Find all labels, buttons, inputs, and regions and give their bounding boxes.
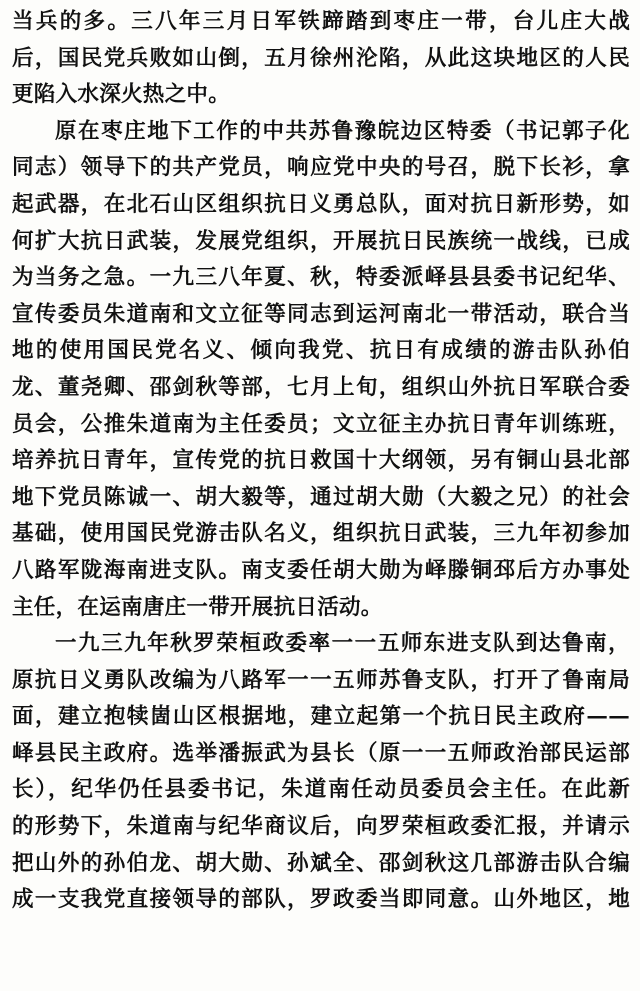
text-line: 的形势下，朱道南与纪华商议后，向罗荣桓政委汇报，并请示 [12, 814, 630, 840]
text-line: 同志）领导下的共产党员，响应党中央的号召，脱下长衫，拿 [12, 155, 630, 181]
text-line: 基础，使用国民党游击队名义，组织抗日武装，三九年初参加 [12, 521, 630, 547]
text-line: 为当务之急。一九三八年夏、秋，特委派峄县县委书记纪华、 [12, 265, 630, 291]
text-line: 何扩大抗日武装，发展党组织，开展抗日民族统一战线，已成 [12, 228, 630, 254]
text-line: 员会，公推朱道南为主任委员；文立征主办抗日青年训练班， [12, 411, 630, 437]
text-line: 地的使用国民党名义、倾向我党、抗日有成绩的游击队孙伯 [12, 338, 630, 364]
text-line: 面，建立抱犊崮山区根据地，建立起第一个抗日民主政府—— [12, 704, 630, 730]
text-line: 峄县民主政府。选举潘振武为县长（原一一五师政治部民运部 [12, 740, 630, 766]
text-line: 一九三九年秋罗荣桓政委率一一五师东进支队到达鲁南， [55, 631, 630, 657]
text-line: 龙、董尧卿、邵剑秋等部，七月上旬，组织山外抗日军联合委 [12, 374, 630, 400]
text-line: 更陷入水深火热之中。 [12, 82, 231, 108]
paragraph-1 [12, 4, 630, 114]
text-line: 后，国民党兵败如山倒，五月徐州沦陷，从此这块地区的人民 [12, 45, 630, 71]
text-line: 培养抗日青年，宣传党的抗日救国十大纲领，另有铜山县北部 [12, 448, 630, 474]
text-line: 八路军陇海南进支队。南支委任胡大勋为峄滕铜邳后方办事处 [12, 557, 630, 583]
text-line: 主任，在运南唐庄一带开展抗日活动。 [12, 594, 383, 620]
text-line: 把山外的孙伯龙、胡大勋、孙斌全、邵剑秋这几部游击队合编 [12, 850, 630, 876]
text-line: 长），纪华仍任县委书记，朱道南任动员委员会主任。在此新 [12, 777, 630, 803]
text-line: 当兵的多。三八年三月日军铁蹄踏到枣庄一带，台儿庄大战 [12, 9, 630, 34]
text-line: 成一支我党直接领导的部队，罗政委当即同意。山外地区，地 [12, 887, 630, 913]
paragraph-3 [12, 626, 630, 919]
text-line: 原在枣庄地下工作的中共苏鲁豫皖边区特委（书记郭子化 [55, 118, 630, 144]
text-line: 原抗日义勇队改编为八路军一一五师苏鲁支队，打开了鲁南局 [12, 667, 630, 693]
text-line: 起武器，在北石山区组织抗日义勇总队，面对抗日新形势，如 [12, 191, 630, 217]
text-line: 地下党员陈诚一、胡大毅等，通过胡大勋（大毅之兄）的社会 [12, 484, 630, 510]
text-line: 宣传委员朱道南和文立征等同志到运河南北一带活动，联合当 [12, 301, 630, 327]
paragraph-2 [12, 114, 630, 626]
